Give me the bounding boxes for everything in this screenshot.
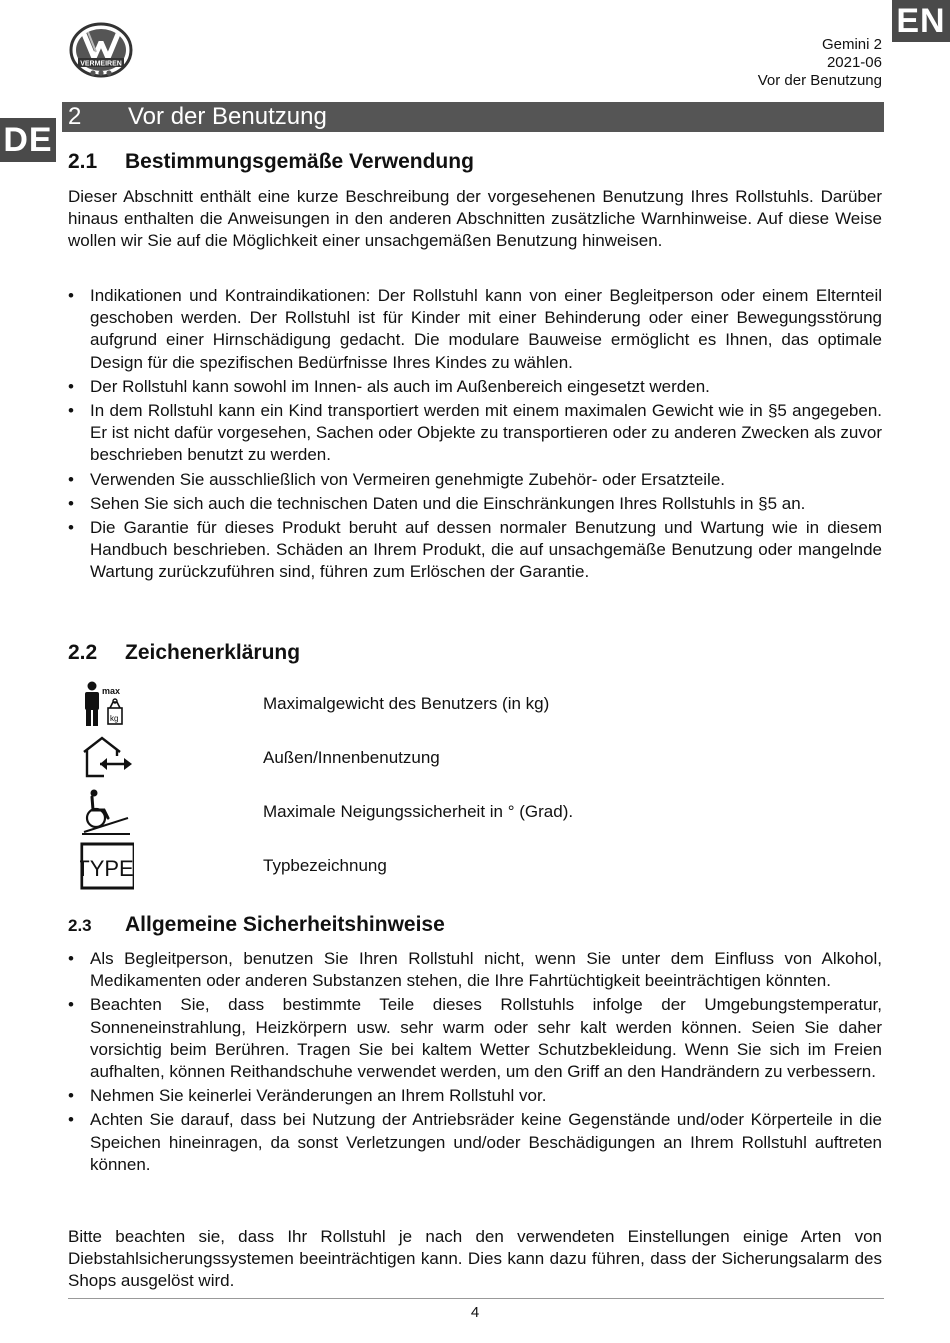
subsection-title: Zeichenerklärung bbox=[125, 641, 301, 664]
indoor-outdoor-icon bbox=[80, 734, 134, 784]
subsection-heading-2-2 bbox=[68, 641, 300, 665]
max-slope-icon bbox=[80, 788, 134, 838]
closing-paragraph: Bitte beachten sie, dass Ihr Rollstuhl je nach den verwendeten Einstellungen einige Arten von Diebstahlsicherungssystemen beeinträchtigen kann. Dies kann dazu führen, dass der Sicherungsalarm des Shops ausgelöst wird. bbox=[68, 1227, 882, 1291]
chapter-name: Vor der Benutzung bbox=[757, 72, 882, 89]
list-item: • Der Rollstuhl kann sowohl im Innen- als auch im Außenbereich eingesetzt werden. bbox=[68, 376, 882, 398]
section-title: Vor der Benutzung bbox=[128, 103, 327, 130]
section-number: 2 bbox=[68, 103, 82, 130]
list-item: • Nehmen Sie keinerlei Veränderungen an Ihrem Rollstuhl vor. bbox=[68, 1085, 882, 1107]
language-tab-en[interactable]: EN bbox=[892, 0, 950, 42]
symbol-label: Typbezeichnung bbox=[263, 856, 387, 875]
icon-text-kg: kg bbox=[110, 714, 119, 723]
list-item: • Achten Sie darauf, dass bei Nutzung der Antriebsräder keine Gegenstände und/oder Körperteile in die Speichen hineinragen, da sonst Verletzungen und/oder Beschädigungen an Ihrem Rollstuhl auftreten können. bbox=[68, 1109, 882, 1176]
subsection-title: Allgemeine Sicherheitshinweise bbox=[125, 913, 445, 936]
symbol-label: Maximalgewicht des Benutzers (in kg) bbox=[263, 694, 550, 713]
list-item: • Indikationen und Kontraindikationen: Der Rollstuhl kann von einer Begleitperson oder einem Elternteil geschoben werden. Der Rollstuhl ist für Kinder mit einer Behinderung oder einer Bewegungsstörung aufgrund einer Hirnschädigung gedacht. Die modulare Bauweise ermöglicht es Ihnen, das optimale Design für die spezifischen Bedürfnisse Ihres Kindes zu wählen. bbox=[68, 285, 882, 374]
document-date: 2021-06 bbox=[826, 54, 882, 71]
section-heading bbox=[62, 102, 884, 132]
footer-divider bbox=[68, 1298, 884, 1299]
vermeiren-logo bbox=[68, 22, 134, 82]
usage-bullet-list bbox=[68, 285, 882, 586]
document-header bbox=[758, 36, 882, 90]
page-number: 4 bbox=[470, 1304, 480, 1321]
svg-text:VERMEIREN: VERMEIREN bbox=[80, 60, 122, 68]
subsection-title: Bestimmungsgemäße Verwendung bbox=[125, 150, 474, 173]
list-item: • Verwenden Sie ausschließlich von Vermeiren genehmigte Zubehör- oder Ersatzteile. bbox=[68, 469, 882, 491]
language-tab-de[interactable]: DE bbox=[0, 118, 56, 162]
list-item: • Sehen Sie sich auch die technischen Daten und die Einschränkungen Ihres Rollstuhls in §5 an. bbox=[68, 493, 882, 515]
symbol-row bbox=[68, 842, 882, 896]
symbol-row bbox=[68, 788, 882, 842]
subsection-number: 2.2 bbox=[68, 641, 98, 664]
subsection-heading-2-1 bbox=[68, 150, 474, 174]
subsection-number: 2.1 bbox=[68, 150, 98, 173]
subsection-number: 2.3 bbox=[68, 916, 92, 935]
icon-text-max: max bbox=[102, 686, 121, 696]
type-icon bbox=[80, 842, 134, 892]
product-name: Gemini 2 bbox=[821, 36, 882, 53]
list-item: • Die Garantie für dieses Produkt beruht auf dessen normaler Benutzung und Wartung wie in diesem Handbuch beschrieben. Schäden an Ihrem Produkt, die auf unsachgemäße Benutzung oder mangelnde Wartung zurückzuführen sind, führen zum Erlöschen der Garantie. bbox=[68, 517, 882, 584]
symbol-row bbox=[68, 734, 882, 788]
symbol-label: Außen/Innenbenutzung bbox=[263, 748, 440, 767]
list-item: • Als Begleitperson, benutzen Sie Ihren Rollstuhl nicht, wenn Sie unter dem Einfluss von Alkohol, Medikamenten oder anderen Substanzen stehen, die Ihre Fahrtüchtigkeit beeinträchtigen könnten. bbox=[68, 948, 882, 992]
symbol-label: Maximale Neigungssicherheit in ° (Grad). bbox=[263, 802, 574, 821]
intro-paragraph: Dieser Abschnitt enthält eine kurze Beschreibung der vorgesehenen Benutzung Ihres Rollstuhls. Darüber hinaus enthalten die Anweisungen in den anderen Abschnitten zusätzliche Warnhinweise. Auf diese Weise wollen wir Sie auf die Möglichkeit einer unsachgemäßen Benutzung hinweisen. bbox=[68, 187, 882, 251]
list-item: • Beachten Sie, dass bestimmte Teile dieses Rollstuhls infolge der Umgebungstemperatur, Sonneneinstrahlung, Heizkörpern usw. sehr warm oder sehr kalt werden können. Seien Sie daher vorsichtig beim Berühren. Tragen Sie bei kaltem Wetter Schutzbekleidung. Wenn Sie sich im Freien aufhalten, können Reithandschuhe verwendet werden, um den Griff an den Handrändern zu verbessern. bbox=[68, 994, 882, 1083]
subsection-heading-2-3 bbox=[68, 913, 445, 937]
safety-bullet-list bbox=[68, 948, 882, 1178]
icon-text-type: TYPE bbox=[80, 856, 134, 881]
max-user-weight-icon bbox=[80, 680, 134, 730]
list-item: • In dem Rollstuhl kann ein Kind transportiert werden mit einem maximalen Gewicht wie in §5 angegeben. Er ist nicht dafür vorgesehen, Sachen oder Objekte zu transportieren oder zu anderen Zwecken als zuvor beschrieben benutzt zu werden. bbox=[68, 400, 882, 467]
symbol-row bbox=[68, 680, 882, 734]
